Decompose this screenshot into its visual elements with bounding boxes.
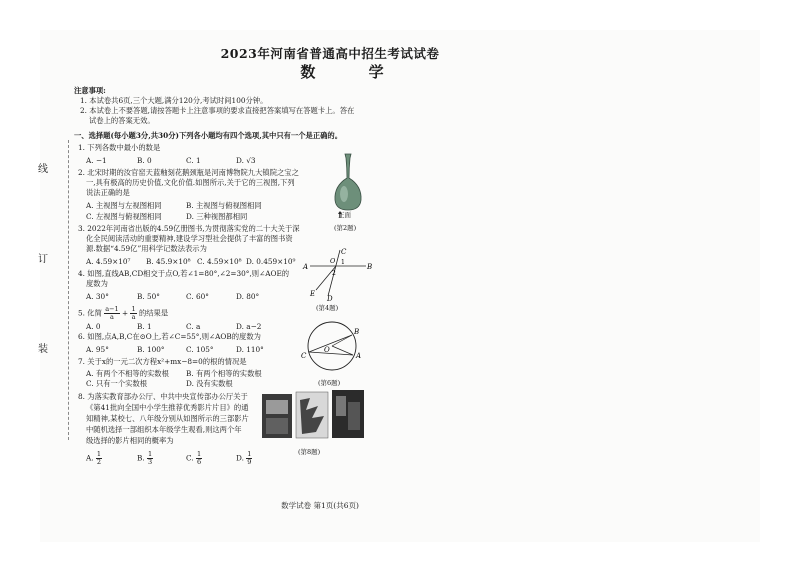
q4-label-o: O bbox=[330, 257, 336, 265]
q8-line-2: 《第41批向全国中小学生推荐优秀影片片目》的通 bbox=[86, 403, 249, 412]
q5-pre: 5. 化简 bbox=[78, 308, 102, 318]
q7-stem: 7. 关于x的一元二次方程x²+mx−8=0的根的情况是 bbox=[78, 357, 247, 366]
q5-option-d: D. a−2 bbox=[236, 322, 262, 331]
q4-angle-1: 1 bbox=[341, 259, 345, 266]
binding-char-ding: 订 bbox=[38, 254, 48, 265]
q2-caption: (第2题) bbox=[334, 224, 357, 232]
q5-option-a: A. 0 bbox=[86, 322, 101, 331]
q8-line-5: 级选择的影片相同的概率为 bbox=[86, 436, 174, 445]
q4-line-1: 4. 如图,直线AB,CD相交于点O,若∠1=80°,∠2=30°,则∠AOE的 bbox=[78, 269, 290, 278]
q4-caption: (第4题) bbox=[316, 304, 339, 312]
q6-label-o: O bbox=[324, 346, 330, 354]
binding-line bbox=[28, 140, 69, 440]
q1-option-c: C. 1 bbox=[186, 156, 201, 165]
q7-option-c: C. 只有一个实数根 bbox=[86, 379, 148, 388]
q4-label-b: B bbox=[367, 263, 372, 271]
q8-line-3: 知精神,某校七、八年级分别从如图所示的三部影片 bbox=[86, 414, 249, 423]
q6-option-a: A. 95° bbox=[86, 345, 109, 354]
q7-option-b: B. 有两个相等的实数根 bbox=[186, 369, 262, 378]
exam-title: 2023年河南省普通高中招生考试试卷 bbox=[220, 46, 440, 61]
notice-line-3: 试卷上的答案无效。 bbox=[89, 116, 155, 125]
q8-movie-posters bbox=[262, 388, 366, 444]
q6-option-c: C. 105° bbox=[186, 345, 214, 354]
q3-line-3: 源.数据“4.59亿”用科学记数法表示为 bbox=[86, 244, 207, 253]
q2-option-a: A. 主视图与左视图相同 bbox=[86, 201, 162, 210]
q4-label-e: E bbox=[310, 290, 316, 298]
exam-subject: 数 学 bbox=[300, 63, 408, 81]
q6-option-d: D. 110° bbox=[236, 345, 264, 354]
q6-figure bbox=[300, 314, 366, 374]
q5-option-b: B. 1 bbox=[137, 322, 152, 331]
q8-option-d: D. $\frac{1}{9}$ bbox=[236, 450, 252, 466]
q6-label-b: B bbox=[354, 328, 360, 336]
page-footer: 数学试卷 第1页(共6页) bbox=[281, 501, 359, 510]
q2-line-1: 2. 北宋时期的汝官窑天蓝釉刻花鹅颈瓶是河南博物院九大镇院之宝之 bbox=[78, 168, 299, 177]
section-1-heading: 一、选择题(每小题3分,共30分)下列各小题均有四个选项,其中只有一个是正确的。 bbox=[74, 131, 343, 140]
notice-line-1: 1. 本试卷共6页,三个大题,满分120分,考试时间100分钟。 bbox=[80, 96, 268, 105]
q6-stem: 6. 如图,点A,B,C在⊙O上,若∠C=55°,则∠AOB的度数为 bbox=[78, 332, 261, 341]
q5-plus: + bbox=[122, 308, 129, 318]
q8-line-1: 8. 为落实教育部办公厅、中共中央宣传部办公厅关于 bbox=[78, 392, 248, 401]
q6-label-a: A bbox=[356, 352, 362, 360]
q2-option-b: B. 主视图与俯视图相同 bbox=[186, 201, 262, 210]
q4-label-a: A bbox=[303, 263, 309, 271]
q2-line-2: 一,具有极高的历史价值,文化价值.如图所示,关于它的三视图,下列 bbox=[86, 178, 295, 187]
q1-option-a: A. −1 bbox=[86, 156, 107, 165]
q3-option-d: D. 0.459×10⁹ bbox=[246, 257, 296, 266]
notice-heading: 注意事项: bbox=[74, 86, 106, 95]
q4-angle-2: 2 bbox=[332, 270, 336, 277]
q4-label-c: C bbox=[341, 248, 347, 256]
q3-line-1: 3. 2022年河南省出版的4.59亿册图书,为贯彻落实党的二十大关于深 bbox=[78, 224, 300, 233]
q4-figure bbox=[302, 246, 372, 302]
q6-option-b: B. 100° bbox=[137, 345, 165, 354]
q5-post: 的结果是 bbox=[138, 308, 169, 318]
q4-option-c: C. 60° bbox=[186, 292, 209, 301]
q3-option-b: B. 45.9×10⁸ bbox=[146, 257, 191, 266]
q1-stem: 1. 下列各数中最小的数是 bbox=[78, 143, 161, 152]
binding-char-xian: 线 bbox=[38, 164, 48, 175]
q2-front-label: 正面 bbox=[338, 211, 351, 219]
q1-option-b: B. 0 bbox=[137, 156, 152, 165]
q8-option-a: A. $\frac{1}{2}$ bbox=[86, 450, 102, 466]
q2-option-d: D. 三种视图都相同 bbox=[186, 212, 248, 221]
q8-option-b: B. $\frac{1}{3}$ bbox=[137, 450, 153, 466]
notice-line-2: 2. 本试卷上不要答题,请按答题卡上注意事项的要求直接把答案填写在答题卡上。答在 bbox=[80, 106, 355, 115]
q4-label-d: D bbox=[327, 295, 333, 302]
q4-option-b: B. 50° bbox=[137, 292, 160, 301]
q8-caption: (第8题) bbox=[298, 448, 321, 456]
q3-option-a: A. 4.59×10⁷ bbox=[86, 257, 131, 266]
q4-line-2: 度数为 bbox=[86, 279, 108, 288]
q8-option-c: C. $\frac{1}{6}$ bbox=[186, 450, 202, 466]
q5-fraction-2: $\frac{1}{a}$ bbox=[131, 305, 136, 321]
q3-option-c: C. 4.59×10⁸ bbox=[197, 257, 242, 266]
q4-option-a: A. 30° bbox=[86, 292, 109, 301]
q7-option-d: D. 没有实数根 bbox=[186, 379, 233, 388]
q6-label-c: C bbox=[301, 352, 307, 360]
q5-fraction-1: $\frac{a-1}{a}$ bbox=[105, 305, 119, 321]
q2-line-3: 说法正确的是 bbox=[86, 188, 130, 197]
q6-caption: (第6题) bbox=[318, 379, 341, 387]
binding-char-zhuang: 装 bbox=[38, 344, 48, 355]
q1-option-d: D. √3 bbox=[236, 156, 256, 165]
q8-line-4: 中随机选择一部组织本年级学生观看,则这两个年 bbox=[86, 425, 242, 434]
q3-line-2: 化全民阅读活动的重要精神,建设学习型社会提供了丰富的图书资 bbox=[86, 234, 293, 243]
q2-option-c: C. 左视图与俯视图相同 bbox=[86, 212, 162, 221]
q5-stem bbox=[78, 306, 168, 321]
q5-option-c: C. a bbox=[186, 322, 201, 331]
q4-option-d: D. 80° bbox=[236, 292, 260, 301]
q7-option-a: A. 有两个不相等的实数根 bbox=[86, 369, 169, 378]
